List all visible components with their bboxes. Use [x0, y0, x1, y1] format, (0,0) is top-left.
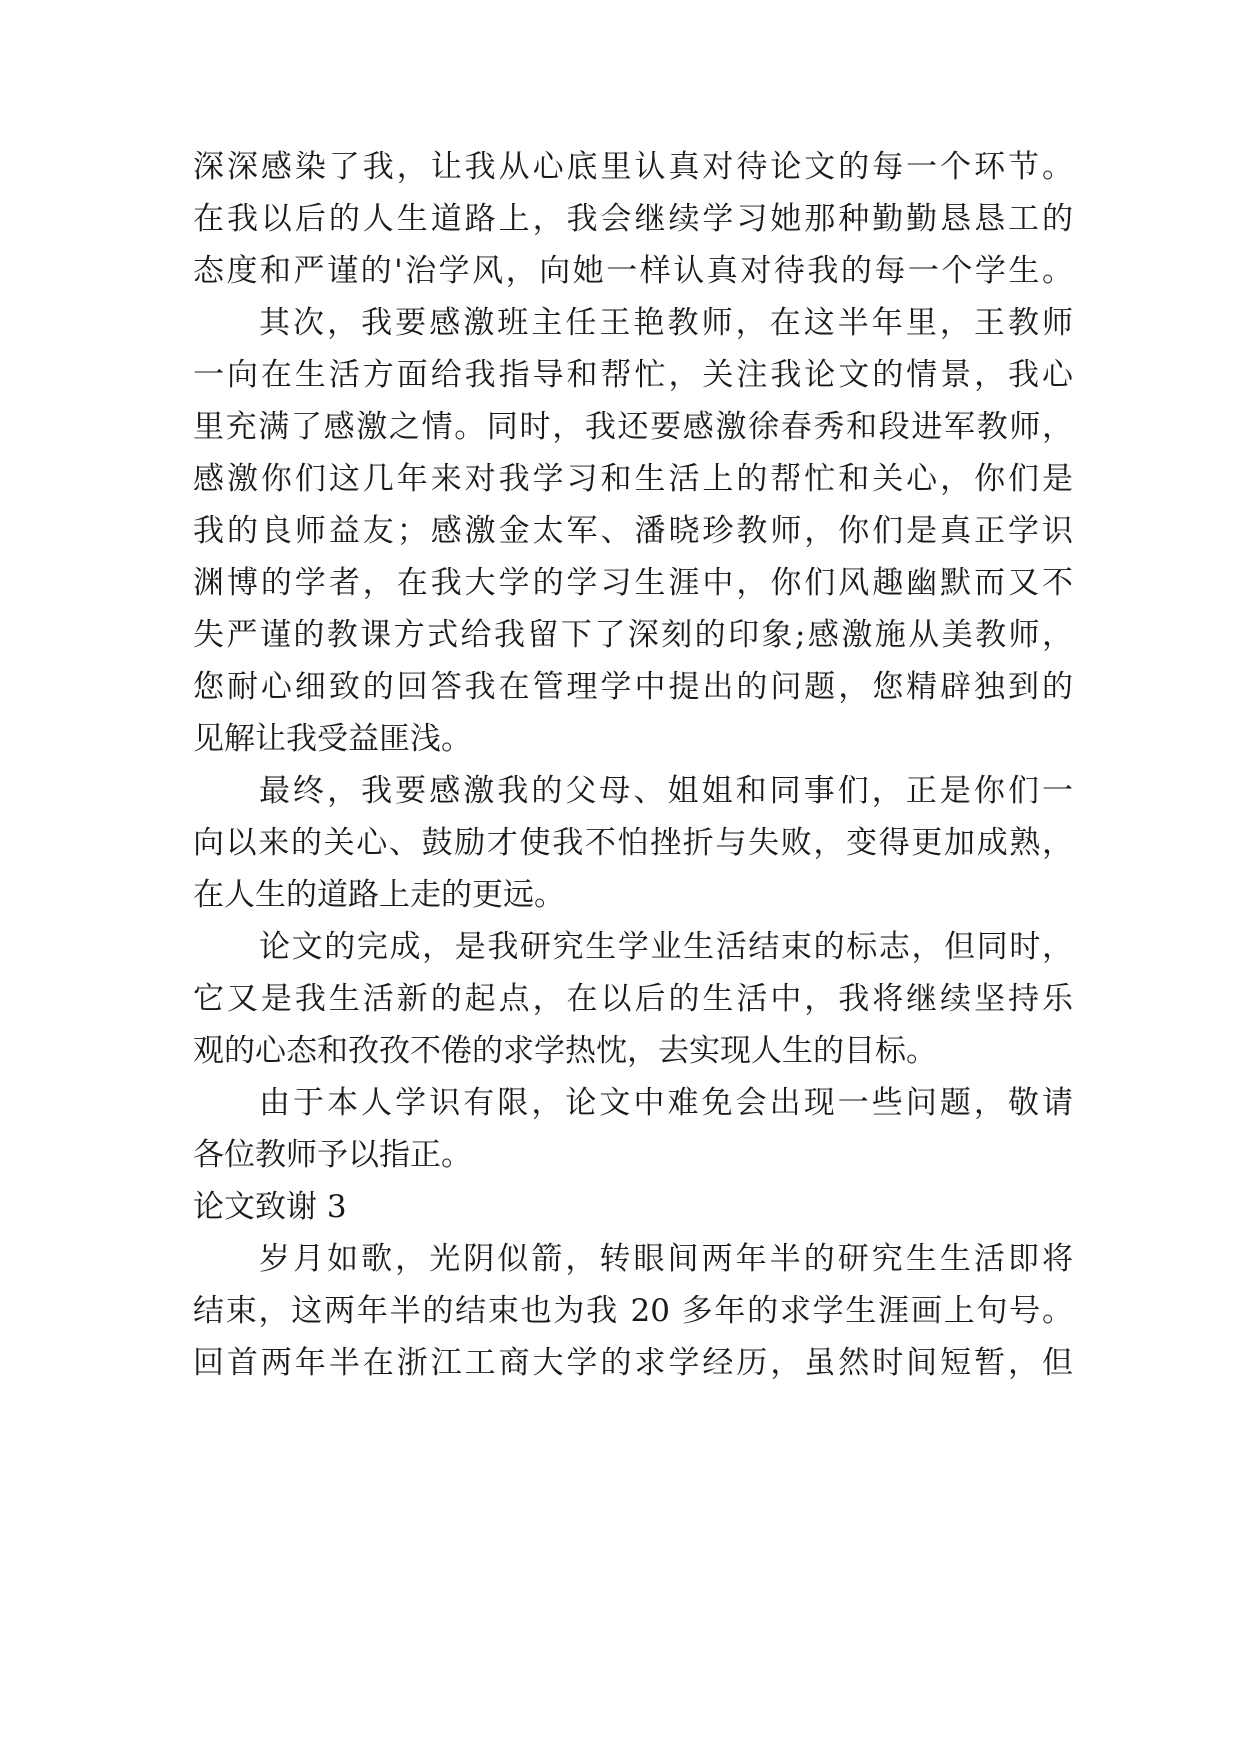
section-heading: 论文致谢 3	[193, 1189, 347, 1225]
text-line-23: 结束，这两年半的结束也为我 20 多年的求学生涯画上句号。	[193, 1293, 1073, 1329]
text-line-18: 观的心态和孜孜不倦的求学热忱，去实现人生的目标。	[193, 1033, 937, 1069]
text-line-14: 向以来的关心、鼓励才使我不怕挫折与失败，变得更加成熟，	[193, 825, 1073, 861]
text-line-10: 失严谨的教课方式给我留下了深刻的印象;感激施从美教师，	[193, 617, 1073, 653]
text-line-11: 您耐心细致的回答我在管理学中提出的问题，您精辟独到的	[193, 669, 1073, 705]
text-line-5: 一向在生活方面给我指导和帮忙，关注我论文的情景，我心	[193, 357, 1073, 393]
text-line-2: 在我以后的人生道路上，我会继续学习她那种勤勤恳恳工的	[193, 201, 1073, 237]
text-line-4: 其次，我要感激班主任王艳教师，在这半年里，王教师	[259, 305, 1073, 341]
text-line-6: 里充满了感激之情。同时，我还要感激徐春秀和段进军教师，	[193, 409, 1073, 445]
text-line-20: 各位教师予以指正。	[193, 1137, 472, 1173]
text-line-17: 它又是我生活新的起点，在以后的生活中，我将继续坚持乐	[193, 981, 1073, 1017]
text-line-15: 在人生的道路上走的更远。	[193, 877, 565, 913]
text-line-13: 最终，我要感激我的父母、姐姐和同事们，正是你们一	[259, 773, 1073, 809]
text-line-8: 我的良师益友；感激金太军、潘晓珍教师，你们是真正学识	[193, 513, 1073, 549]
text-line-16: 论文的完成，是我研究生学业生活结束的标志，但同时，	[259, 929, 1073, 965]
text-line-3: 态度和严谨的'治学风，向她一样认真对待我的每一个学生。	[193, 253, 1073, 289]
text-line-9: 渊博的学者，在我大学的学习生涯中，你们风趣幽默而又不	[193, 565, 1073, 601]
text-line-22: 岁月如歌，光阴似箭，转眼间两年半的研究生生活即将	[259, 1241, 1073, 1277]
text-line-19: 由于本人学识有限，论文中难免会出现一些问题，敬请	[259, 1085, 1073, 1121]
text-line-24: 回首两年半在浙江工商大学的求学经历，虽然时间短暂，但	[193, 1345, 1073, 1381]
text-line-7: 感激你们这几年来对我学习和生活上的帮忙和关心，你们是	[193, 461, 1073, 497]
text-line-1: 深深感染了我，让我从心底里认真对待论文的每一个环节。	[193, 149, 1073, 185]
text-line-12: 见解让我受益匪浅。	[193, 721, 472, 757]
